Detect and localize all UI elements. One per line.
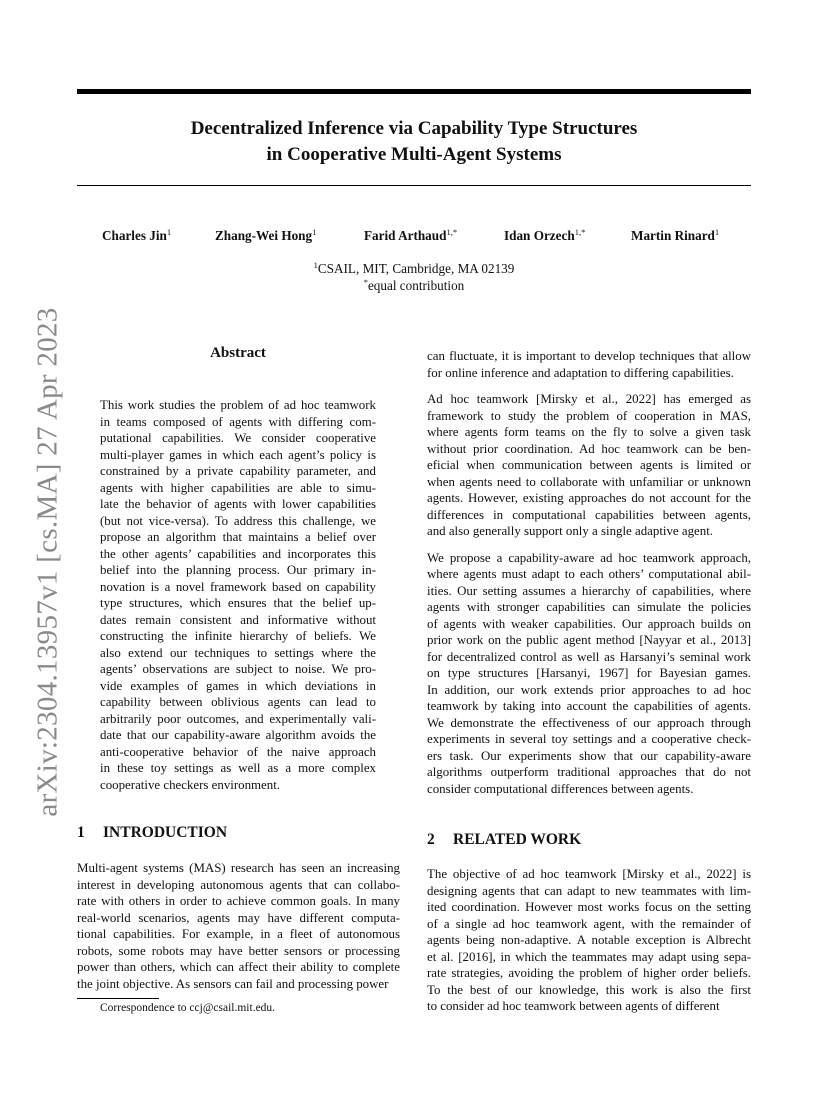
text-line: dates remain consistent and informative without bbox=[100, 612, 376, 627]
text-line: agents’ observations are subject to noise. We pro- bbox=[100, 662, 376, 676]
text-line: for online inference and adaptation to differing capabilities. bbox=[427, 365, 734, 380]
text-line: vide examples of games in which deviations in bbox=[100, 678, 376, 693]
text-line: type structures, which ensures that the belief up- bbox=[100, 596, 376, 610]
paper-title bbox=[77, 116, 751, 168]
text-line: We demonstrate the effectiveness of our approach through bbox=[427, 715, 751, 730]
text-line: framework to study the problem of cooperation in MAS, bbox=[427, 408, 751, 423]
text-line: teamwork by taking into account the capabilities of agents. bbox=[427, 699, 751, 713]
text-line: constrained by a private capability parameter, and bbox=[100, 464, 376, 478]
text-line: of agents with weaker capabilities. Our approach builds on bbox=[427, 616, 751, 631]
text-line: We propose a capability-aware ad hoc teamwork approach, bbox=[427, 550, 751, 565]
abstract-body bbox=[100, 397, 376, 793]
text-line: consider computational differences between agents. bbox=[427, 781, 694, 796]
text-line: can fluctuate, it is important to develop techniques that allow bbox=[427, 349, 751, 363]
footnote-rule bbox=[77, 998, 159, 999]
text-line: of a single ad hoc teamwork agent, with the remainder of bbox=[427, 916, 751, 931]
section-1-body bbox=[77, 860, 400, 992]
text-line: propose an algorithm that maintains a belief over bbox=[100, 530, 376, 544]
text-line: To the best of our knowledge, this work is also the first bbox=[427, 982, 751, 997]
text-line: tional capabilities. For example, in a fleet of autonomous bbox=[77, 927, 400, 941]
text-line: agents with stronger capabilities can simulate the policies bbox=[427, 600, 751, 614]
text-line: date that our capability-aware algorithm avoids the bbox=[100, 728, 376, 742]
author-list bbox=[77, 227, 751, 247]
text-line: interest in developing autonomous agents that can collabo- bbox=[77, 877, 400, 892]
text-line: without prior coordination. Ad hoc teamwork can be ben- bbox=[427, 441, 751, 456]
arxiv-stamp: arXiv:2304.13957v1 [cs.MA] 27 Apr 2023 bbox=[31, 307, 64, 817]
text-line: In addition, our work extends prior approaches to ad hoc bbox=[427, 682, 751, 697]
paragraph bbox=[427, 348, 751, 381]
section-2-body bbox=[427, 866, 751, 1015]
title-rule bbox=[77, 185, 751, 186]
text-line: agents. However, existing approaches do not account for the bbox=[427, 491, 751, 505]
author: Martin Rinard$^1$ bbox=[631, 227, 720, 243]
text-line: constructing the infinite hierarchy of beliefs. We bbox=[100, 629, 376, 643]
text-line: on type structures [Harsanyi, 1967] for Bayesian games. bbox=[427, 666, 751, 680]
equal-contribution-note: *equal contribution bbox=[363, 277, 465, 293]
text-line: the other agents’ capabilities and incorporates this bbox=[100, 546, 376, 561]
text-line: power than others, which can affect their ability to complete bbox=[77, 960, 400, 974]
text-line: prior work on the public agent method [Nayyar et al., 2013] bbox=[427, 633, 751, 647]
text-line: anti-cooperative behavior of the naive approach bbox=[100, 744, 376, 759]
text-line: designing agents that can adapt to new teammates with lim- bbox=[427, 883, 751, 898]
text-line: eficial when communication between agents is limited or bbox=[427, 458, 751, 472]
title-line-2: in Cooperative Multi-Agent Systems bbox=[266, 144, 562, 165]
text-line: novation is a novel framework based on capability bbox=[100, 579, 376, 594]
text-line: in teams composed of agents with differing com- bbox=[100, 414, 376, 429]
abstract-heading: Abstract bbox=[210, 345, 266, 361]
text-line: ities. Our setting assumes a hierarchy of capabilities, where bbox=[427, 583, 751, 598]
text-line: Ad hoc teamwork [Mirsky et al., 2022] has emerged as bbox=[427, 392, 751, 406]
text-line: algorithms outperform traditional approaches that do not bbox=[427, 765, 751, 779]
text-line: the joint objective. As sensors can fail and processing power bbox=[77, 976, 389, 991]
section-heading: 2 RELATED WORK bbox=[427, 831, 582, 848]
text-line: agents being non-adaptive. A notable exception is Albrecht bbox=[427, 933, 751, 947]
section-heading: 1 INTRODUCTION bbox=[77, 824, 228, 841]
text-line: putational capabilities. We consider cooperative bbox=[100, 431, 376, 445]
text-line: where agents must adapt to each others’ computational abil- bbox=[427, 567, 751, 581]
text-line: ited coordination. However most works focus on the setting bbox=[427, 900, 751, 914]
text-line: arbitrarily poor outcomes, and experimentally vali- bbox=[100, 711, 376, 726]
text-line: robots, some robots may have better sensors or processing bbox=[77, 943, 400, 958]
text-line: where agents form teams on the fly to solve a given task bbox=[427, 425, 751, 439]
text-line: cooperative checkers environment. bbox=[100, 777, 281, 792]
text-line: and also generally support only a single adaptive agent. bbox=[427, 524, 714, 538]
text-line: when agents need to collaborate with unfamiliar or unknown bbox=[427, 474, 751, 489]
paragraph bbox=[427, 550, 751, 798]
text-line: to consider ad hoc teamwork between agents of different bbox=[427, 999, 720, 1013]
text-line: (but not vice-versa). To address this challenge, we bbox=[100, 513, 376, 528]
text-line: belief into the planning process. Our primary in- bbox=[100, 563, 376, 577]
top-rule bbox=[77, 89, 751, 94]
text-line: differences in computational capabilities between agents, bbox=[427, 507, 751, 522]
text-line: multi-player games in which each agent’s policy is bbox=[100, 447, 376, 462]
text-line: capability between oblivious agents can lead to bbox=[100, 695, 376, 709]
text-line: agents with higher capabilities are able to simu- bbox=[100, 480, 376, 495]
text-line: in these toy settings as well as a more complex bbox=[100, 761, 376, 775]
text-line: ers task. Our experiments show that our capability-aware bbox=[427, 748, 751, 763]
text-line: real-world scenarios, agents may have different computa- bbox=[77, 910, 400, 925]
text-line: also extend our techniques to settings where the bbox=[100, 645, 376, 660]
author: Farid Arthaud$^{1,*}$ bbox=[364, 227, 458, 243]
text-line: rate with others in order to achieve common goals. In many bbox=[77, 894, 400, 908]
text-line: Multi-agent systems (MAS) research has seen an increasing bbox=[77, 861, 400, 875]
paragraph bbox=[427, 391, 751, 540]
text-line: late the behavior of agents with lower capabilities bbox=[100, 497, 376, 511]
text-line: This work studies the problem of ad hoc teamwork bbox=[100, 398, 376, 412]
text-line: experiments in several toy settings and a cooperative check- bbox=[427, 732, 751, 746]
author: Zhang-Wei Hong$^1$ bbox=[215, 227, 317, 243]
text-line: The objective of ad hoc teamwork [Mirsky et al., 2022] is bbox=[427, 867, 751, 881]
right-column-intro bbox=[427, 348, 751, 797]
author: Charles Jin$^1$ bbox=[102, 227, 172, 243]
text-line: et al. [2016], in which the teammates may adapt using sepa- bbox=[427, 949, 751, 964]
text-line: for decentralized control as well as Harsanyi’s seminal work bbox=[427, 649, 751, 664]
text-line: rate strategies, avoiding the problem of higher order beliefs. bbox=[427, 966, 751, 980]
footnote: Correspondence to ccj@csail.mit.edu. bbox=[100, 1002, 276, 1014]
author: Idan Orzech$^{1,*}$ bbox=[504, 227, 586, 243]
affiliation: $^1$CSAIL, MIT, Cambridge, MA 02139 bbox=[313, 260, 515, 276]
title-line-1: Decentralized Inference via Capability Type Structures bbox=[190, 118, 638, 139]
